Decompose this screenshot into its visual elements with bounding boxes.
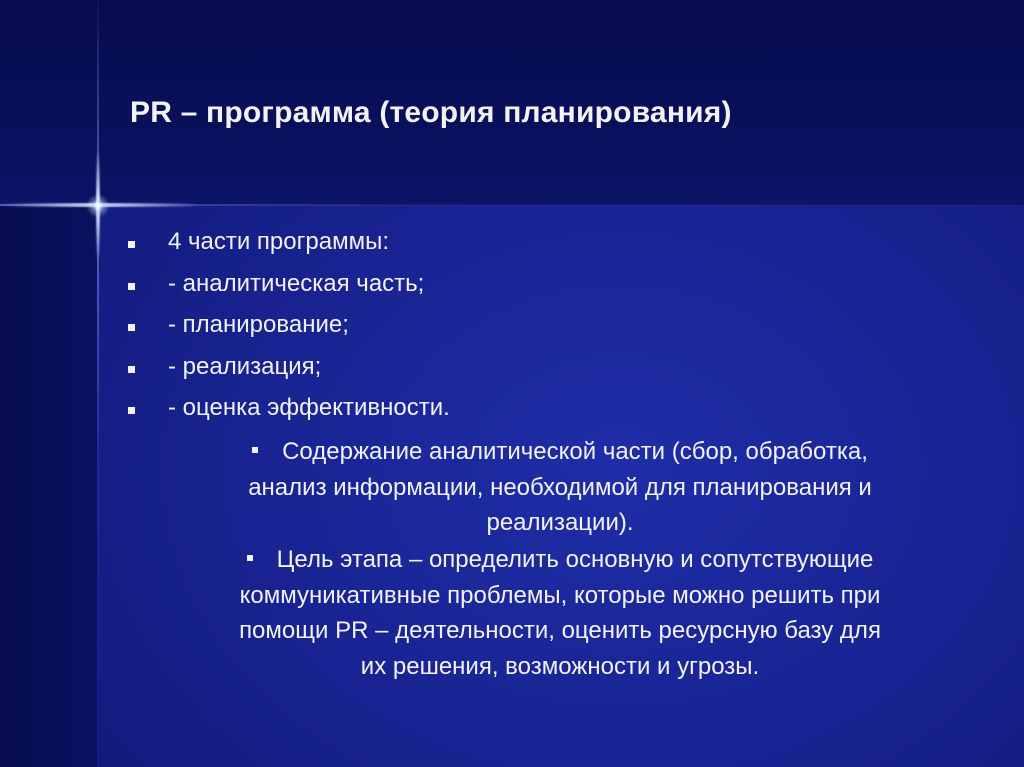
sub-bullet-line: коммуникативные проблемы, которые можно решить при	[239, 581, 881, 609]
sub-bullet-goal	[160, 542, 960, 684]
square-bullet-icon	[128, 241, 135, 248]
slide-title: PR – программа (теория планирования)	[130, 96, 732, 129]
sub-bullet-line: их решения, возможности и угрозы.	[360, 652, 760, 680]
square-bullet-icon	[128, 407, 135, 414]
sub-bullet-line: анализ информации, необходимой для планирования и	[248, 473, 872, 501]
square-bullet-icon	[128, 283, 135, 290]
sub-bullet-line	[160, 434, 960, 470]
square-bullet-icon	[252, 447, 258, 453]
sub-bullet-line	[160, 542, 960, 578]
square-bullet-icon	[247, 555, 253, 561]
star-flare-core	[86, 194, 110, 218]
bullet-text: - аналитическая часть;	[168, 269, 425, 297]
bullet-text: - планирование;	[168, 311, 349, 338]
square-bullet-icon	[128, 324, 135, 331]
bullet-text: - реализация;	[168, 352, 322, 380]
sub-bullet-text: Содержание аналитической части (сбор, обработка,	[282, 438, 868, 465]
sub-bullet-text: Цель этапа – определить основную и сопутствующие	[276, 546, 874, 573]
vertical-divider-line	[97, 0, 99, 767]
bullet-text: - оценка эффективности.	[168, 394, 450, 421]
bullet-text: 4 части программы:	[168, 228, 389, 255]
square-bullet-icon	[128, 366, 135, 373]
sub-bullet-analysis	[160, 434, 960, 541]
sub-bullet-line: помощи PR – деятельности, оценить ресурсную базу для	[239, 617, 881, 644]
sub-bullet-line: реализации).	[486, 509, 634, 536]
